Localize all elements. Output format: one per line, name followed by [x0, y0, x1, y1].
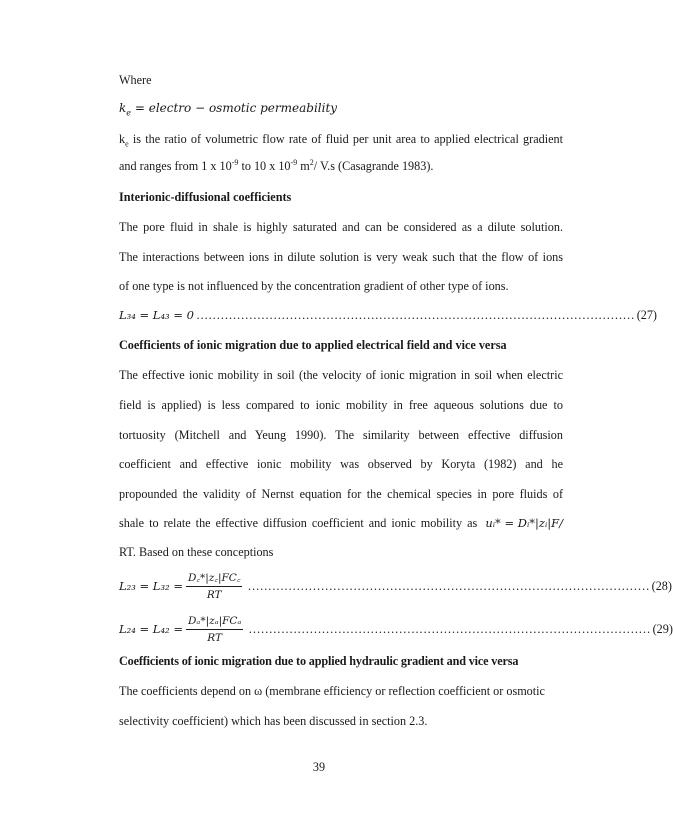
equation-29-lhs: L₂₄ = L₄₂ =: [119, 621, 183, 636]
paragraph-ke-line-2: and ranges from 1 x $10^{-9}$ to 10 x $10^{-9}$ $m^2/$ V.s (Casagrande 1983).: [119, 157, 434, 173]
ke-definition-equation: [119, 101, 563, 116]
paragraph-mobility-line-2: field is applied) is less compared to ionic mobility in free aqueous solutions due to: [119, 398, 563, 412]
ionic-mobility-inline-equation: uᵢ* = Dᵢ*|zᵢ|F/: [485, 516, 563, 530]
paragraph-mobility-line-3: tortuosity (Mitchell and Yeung 1990). The similarity between effective diffusion: [119, 428, 563, 442]
heading-ionic-migration-electrical: Coefficients of ionic migration due to applied electrical field and vice versa: [119, 338, 507, 352]
ke-definition-text: = electro − osmotic permeability: [134, 101, 338, 115]
equation-29-leader: ………………………………………………………………………………………: [248, 621, 651, 636]
paragraph-dilute-line-2: The interactions between ions in dilute solution is very weak such that the flow of ions: [119, 250, 563, 264]
equation-27-number: (27): [636, 308, 657, 322]
equation-28-fraction: [186, 571, 243, 602]
ke-symbol: $k_e$: [119, 101, 132, 118]
paragraph-coefficients-line-1: The coefficients depend on ω (membrane efficiency or reflection coefficient or osmotic: [119, 684, 545, 698]
equation-27: [119, 308, 657, 323]
heading-ionic-migration-hydraulic: Coefficients of ionic migration due to applied hydraulic gradient and vice versa: [119, 654, 519, 668]
paragraph-mobility-line-7: [119, 545, 563, 560]
paragraph-mobility-line-7-text: RT. Based on these conceptions: [119, 545, 274, 559]
equation-28-leader: ………………………………………………………………………………………: [247, 578, 650, 593]
page-number: 39: [312, 760, 326, 774]
paragraph-mobility-line-6: [119, 516, 563, 531]
equation-29-denominator: RT: [207, 631, 223, 644]
equation-27-leader: ………………………………………………………………………………………………: [195, 308, 635, 322]
paragraph-mobility-line-5: propounded the validity of Nernst equation for the chemical species in pore fluids of: [119, 487, 563, 501]
paragraph-dilute-line-3: of one type is not influenced by the concentration gradient of other type of ions.: [119, 279, 509, 293]
paragraph-dilute-line-1: The pore fluid in shale is highly saturated and can be considered as a dilute solution.: [119, 220, 563, 234]
paragraph-coefficients-line-2: selectivity coefficient) which has been discussed in section 2.3.: [119, 714, 428, 728]
equation-28-denominator: RT: [206, 588, 222, 601]
equation-27-lhs: L₃₄ = L₄₃ = 0: [119, 308, 194, 322]
paragraph-mobility-line-4: coefficient and effective ionic mobility was observed by Koryta (1982) and he: [119, 457, 563, 471]
where-label: Where: [119, 73, 152, 87]
equation-28-lhs: L₂₃ = L₃₂ =: [119, 578, 183, 593]
equation-28-number: (28): [651, 578, 672, 593]
equation-29: [119, 611, 673, 647]
equation-28-numerator: D꜀*|z꜀|FC꜀: [186, 571, 243, 587]
equation-28: [119, 568, 672, 604]
equation-29-fraction: [186, 614, 243, 645]
equation-29-numerator: Dₐ*|zₐ|FCₐ: [186, 614, 243, 630]
paragraph-ke-line-1: $k_e$ is the ratio of volumetric flow rate of fluid per unit area to applied electrical gradient: [119, 132, 563, 149]
equation-29-number: (29): [652, 621, 673, 636]
paragraph-mobility-line-6-text: shale to relate the effective diffusion coefficient and ionic mobility as: [119, 516, 478, 530]
paragraph-mobility-line-1: The effective ionic mobility in soil (the velocity of ionic migration in soil when electric: [119, 368, 563, 382]
heading-interionic-diffusional: Interionic-diffusional coefficients: [119, 190, 292, 204]
